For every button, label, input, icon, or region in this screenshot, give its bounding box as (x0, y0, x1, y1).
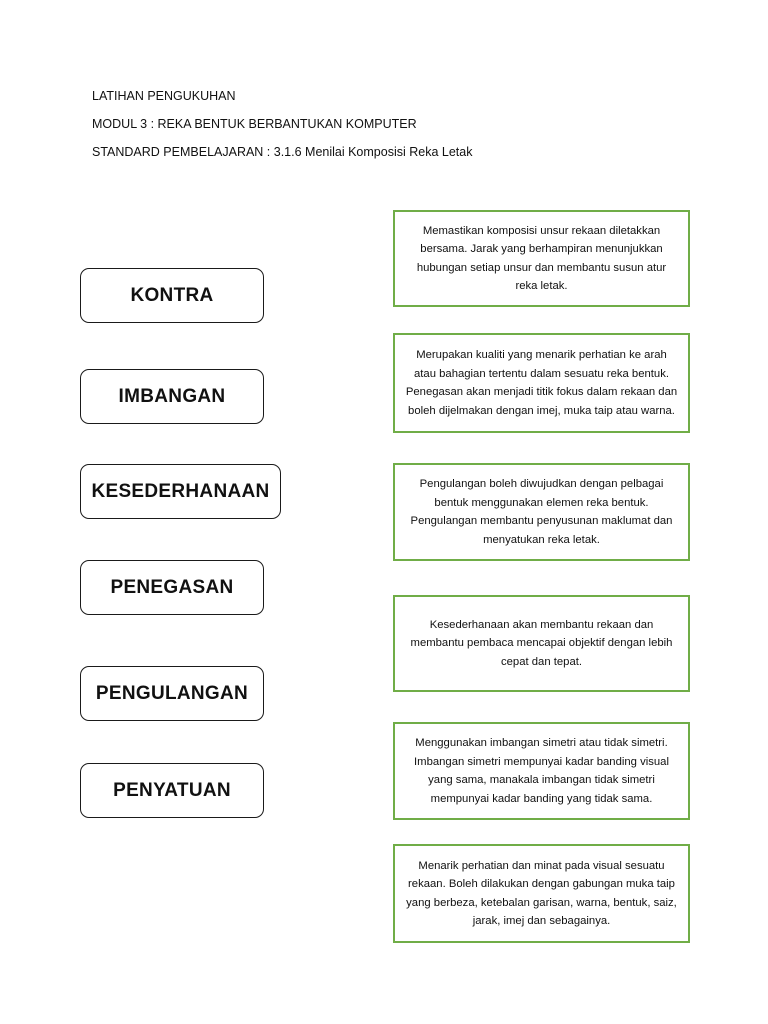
definition-box-6 (393, 844, 690, 943)
term-box-imbangan: IMBANGAN (80, 369, 264, 424)
term-box-penegasan: PENEGASAN (80, 560, 264, 615)
definition-box-3 (393, 463, 690, 561)
definition-box-1 (393, 210, 690, 307)
term-box-penyatuan: PENYATUAN (80, 763, 264, 818)
definition-text: Pengulangan boleh diwujudkan dengan pelbagai bentuk menggunakan elemen reka bentuk. Pengulangan membantu penyusunan maklumat dan menyatukan reka letak. (410, 478, 673, 546)
definition-text: Merupakan kualiti yang menarik perhatian ke arah atau bahagian tertentu dalam sesuatu reka bentuk. Penegasan akan menjadi titik fokus dalam rekaan dan boleh dijelmakan dengan imej, muka taip atau warna. (405, 349, 678, 417)
learning-standard: STANDARD PEMBELAJARAN : 3.1.6 Menilai Komposisi Reka Letak (92, 145, 473, 159)
definition-box-4 (393, 595, 690, 692)
definition-text: Kesederhanaan akan membantu rekaan dan membantu pembaca mencapai objektif dengan lebih cepat dan tepat. (410, 618, 673, 668)
definition-text: Memastikan komposisi unsur rekaan diletakkan bersama. Jarak yang berhampiran menunjukkan hubungan setiap unsur dan membantu susun atur reka letak. (416, 224, 667, 292)
term-box-kontra: KONTRA (80, 268, 264, 323)
definition-box-5 (393, 722, 690, 820)
term-box-pengulangan: PENGULANGAN (80, 666, 264, 721)
definition-text: Menggunakan imbangan simetri atau tidak simetri. Imbangan simetri mempunyai kadar banding visual yang sama, manakala imbangan tidak simetri mempunyai kadar banding yang tidak sama. (414, 737, 669, 805)
definition-box-2 (393, 333, 690, 433)
term-box-kesederhanaan: KESEDERHANAAN (80, 464, 281, 519)
definition-text: Menarik perhatian dan minat pada visual sesuatu rekaan. Boleh dilakukan dengan gabungan muka taip yang berbeza, ketebalan garisan, warna, bentuk, saiz, jarak, imej dan sebagainya. (406, 859, 677, 927)
module-title: MODUL 3 : REKA BENTUK BERBANTUKAN KOMPUTER (92, 117, 417, 131)
worksheet-title: LATIHAN PENGUKUHAN (92, 89, 236, 103)
